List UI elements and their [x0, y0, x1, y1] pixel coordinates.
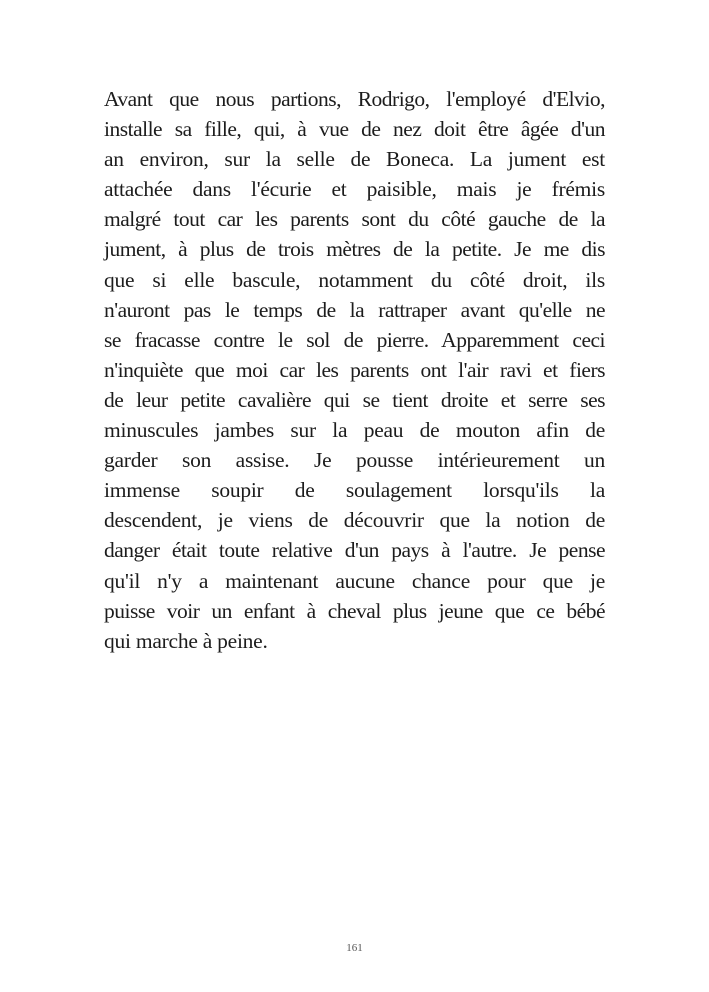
text-line: n'auront pas le temps de la rattraper avant qu'elle ne [104, 297, 605, 322]
text-line: que si elle bascule, notamment du côté droit, ils [104, 267, 605, 292]
text-line: garder son assise. Je pousse intérieurement un [104, 448, 605, 473]
text-line: attachée dans l'écurie et paisible, mais je frémis [104, 177, 605, 202]
text-line: an environ, sur la selle de Boneca. La jument est [104, 147, 605, 172]
text-line: jument, à plus de trois mètres de la petite. Je me dis [104, 237, 605, 262]
text-line: se fracasse contre le sol de pierre. Apparemment ceci [104, 327, 605, 352]
text-line: n'inquiète que moi car les parents ont l'air ravi et fiers [104, 357, 605, 382]
text-line: descendent, je viens de découvrir que la notion de [104, 508, 605, 533]
text-line: qu'il n'y a maintenant aucune chance pour que je [104, 568, 605, 593]
text-line: qui marche à peine. [104, 628, 268, 653]
text-line: danger était toute relative d'un pays à l'autre. Je pense [104, 538, 605, 563]
text-line: de leur petite cavalière qui se tient droite et serre ses [104, 387, 605, 412]
text-line: installe sa fille, qui, à vue de nez doit être âgée d'un [104, 117, 605, 142]
text-line: immense soupir de soulagement lorsqu'ils la [104, 478, 605, 503]
page-number: 161 [346, 942, 363, 954]
body-paragraph [104, 84, 605, 656]
text-line: minuscules jambes sur la peau de mouton afin de [104, 418, 605, 443]
text-line: puisse voir un enfant à cheval plus jeune que ce bébé [104, 598, 605, 623]
text-line: malgré tout car les parents sont du côté gauche de la [104, 207, 605, 232]
text-line: Avant que nous partions, Rodrigo, l'employé d'Elvio, [104, 87, 605, 111]
